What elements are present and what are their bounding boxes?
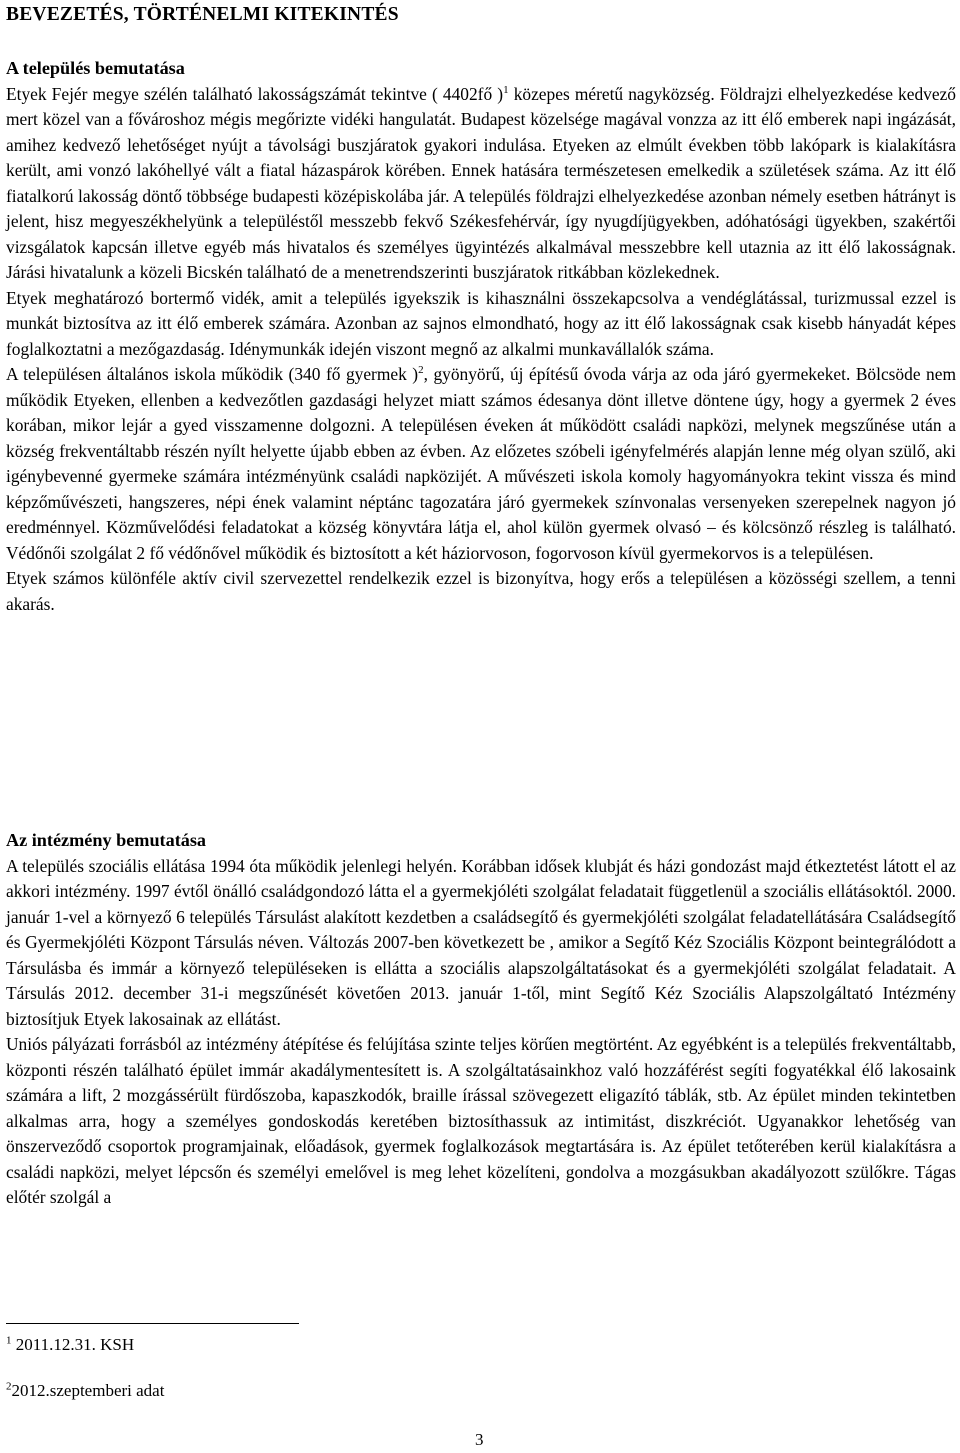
footnote-mark: 2 [6, 1380, 12, 1393]
paragraph [6, 82, 956, 286]
footnote-1 [6, 1332, 134, 1358]
paragraph: Uniós pályázati forrásból az intézmény átépítése és felújítása szinte teljes körűen megtörtént. Az egyébként is a település frekventáltabb, központi részén található épület immár akadálymentesített is. A szolgáltatásainkhoz való hozzáférést segíti fogyatékkal élő lakosaink számára a lift, 2 mozgássérült fürdőszoba, kapaszkodók, braille írással szövegezett eligazító táblák, stb. Az épület minden tekintetben alkalmas arra, hogy a személyes gondoskodás keretében biztosíthassuk az intimitást, diszkréciót. Ugyanakkor lehetőség van önszerveződő csoportok programjainak, előadások, gyermek foglalkozások megtartására is. Az épület tetőterében kerül kialakításra a családi napközi, melyet lépcsőn és személyi emelővel is meg lehet közelíteni, gondolva a mozgásukban akadályozott szülőkre. Tágas előtér szolgál a [6, 1034, 956, 1207]
footnote-mark: 1 [6, 1334, 12, 1347]
paragraph-text: közepes méretű nagyközség. Földrajzi elhelyezkedése kedvező mert közel van a fővároshoz mégis megőrizte vidéki hangulatát. Budapest közelsége magával vonzza az itt élő emberek napi ingázását, amihez kedvező lehetőséget nyújt a távolsági buszjáratok gyakori indulása. Etyeken az elmúlt években több lakópark is kialakításra került, ami vonzó lakóhellyé vált a fiatal házaspárok körében. Ennek hatására természetesen emelkedik a születések száma. Az itt élő fiatalkorú lakosság döntő többsége budapesti középiskolába jár. A település földrajzi elhelyezkedése azonban némely esetben hátrányt is jelent, hisz megyeszékhelyünk a településtől messzebb fekvő Székesfehérvár, így nyugdíjügyekben, adóhatósági ügyekben, szakértői vizsgálatok kapcsán illetve egyéb más hivatalos és személyes ügyintézés alkalmával messzebbre kell utaznia az itt élő lakosságnak. Járási hivatalunk a közeli Bicskén található de a menetrendszerinti buszjáratok ritkábban közlekednek. [6, 83, 956, 282]
paragraph-text: A településen általános iskola működik (340 fő gyermek ) [6, 364, 419, 384]
section-title-telepules: A település bemutatása [6, 58, 185, 78]
page-title: BEVEZETÉS, TÖRTÉNELMI KITEKINTÉS [6, 4, 399, 25]
footnote-2 [6, 1378, 164, 1404]
section-intezmeny [6, 828, 956, 1211]
footnote-ref-1: 1 [503, 83, 509, 96]
section-title-intezmeny: Az intézmény bemutatása [6, 830, 207, 850]
paragraph-text: Etyek Fejér megye szélén található lakosságszámát tekintve ( 4402fő ) [6, 83, 504, 104]
paragraph: A település szociális ellátása 1994 óta működik jelenlegi helyén. Korábban idősek klubját és házi gondozást majd étkeztetést látott el az akkori intézmény. 1997 évtől önálló családgondozó látta el a gyermekjóléti szolgálat feladatait függetlenül a szociális ellátásoktól. 2000. január 1-vel a környező 6 település Társulást alakított kezdetben a családsegítő és gyermekjóléti szolgálat feladatellátására Családsegítő és Gyermekjóléti Központ Társulás néven. Változás 2007-ben következett be , amikor a Segítő Kéz Szociális Központ beintegrálódott a Társulásba és immár a környező településeken is ellátta a szociális alapszolgáltatásokat és a gyermekjóléti szolgálat feladatait. A Társulás 2012. december 31-i megszűnését követően 2013. január 1-től, mint Segítő Kéz Szociális Alapszolgáltató Intézmény biztosítjuk Etyek lakosainak az ellátást. [6, 855, 956, 1029]
footnote-text: 2011.12.31. KSH [11, 1335, 135, 1354]
footnote-divider [6, 1323, 299, 1324]
paragraph: Etyek számos különféle aktív civil szervezettel rendelkezik ezzel is bizonyítva, hogy erős a településen a közösségi szellem, a tenni akarás. [6, 568, 956, 614]
section-telepules [6, 56, 956, 617]
paragraph-text: , gyönyörű, új építésű óvoda várja az oda járó gyermekeket. Bölcsöde nem működik Etyeken, ellenben a kedvezőtlen gazdasági helyzet miatt számos édesanya dönt illetve döntene úgy, hogy a gyermek 2 éves korában, mikor lejár a gyed visszamenne dolgozni. A településen éveken át működött családi napközi, melynek megszűnése után a község frekventáltabb részén nyílt helyette újabb ebben az évben. Az előzetes szóbeli igényfelmérés alapján lenne még olyan szülő, aki igénybevenné gyermeke számára intézményünk családi napközijét. A művészeti iskola komoly hagyományokra tekint vissza és mind képzőművészeti, hangszeres, népi ének valamint néptánc tagozatára járó gyermekek színvonalas versenyeken szerepelnek nagyon jó eredménnyel. Közművelődési feladatokat a község könyvtára látja el, ahol külön gyermek olvasó – és kölcsönző részleg is található. Védőnői szolgálat 2 fő védőnővel működik és biztosított a két háziorvoson, fogorvoson kívül gyermekorvos is a településen. [6, 364, 956, 563]
paragraph: Etyek meghatározó bortermő vidék, amit a település igyekszik is kihasználni összekapcsolva a vendéglátással, turizmussal ezzel is munkát biztosítva az itt élő emberek számára. Azonban az sajnos elmondható, hogy az itt élő lakosságnak csak kisebb hányadát képes foglalkoztatni a mezőgazdaság. Idénymunkák idején viszont megnő az alkalmi munkavállalók száma. [6, 287, 956, 359]
page-number: 3 [475, 1430, 484, 1449]
paragraph [6, 362, 956, 566]
footnote-ref-2: 2 [418, 364, 424, 377]
footnote-text: 2012.szeptemberi adat [11, 1381, 165, 1400]
